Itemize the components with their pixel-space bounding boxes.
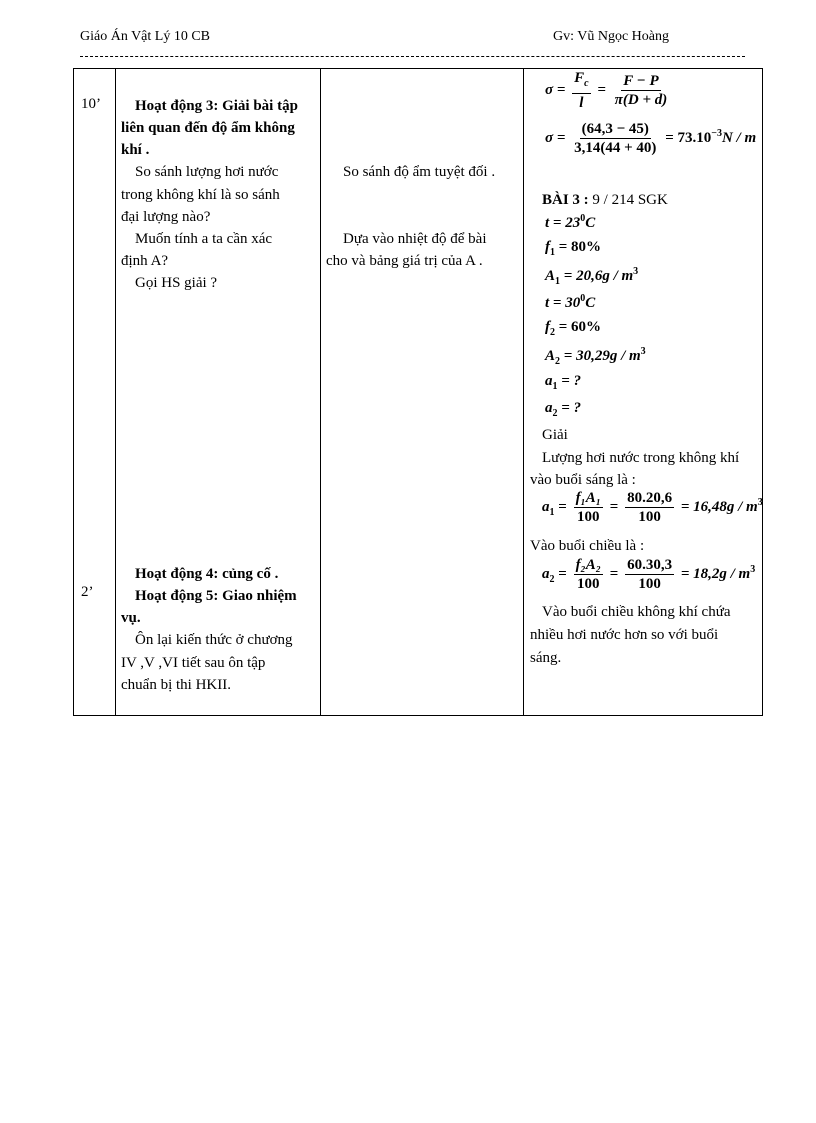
activity-4-title: Hoạt động 4: củng cố . [135, 566, 279, 582]
activity-3-title-line-3: khí . [121, 142, 150, 158]
student-answer-2-line-2: cho và bảng giá trị của A . [326, 253, 483, 269]
conclusion-line-3: sáng. [530, 650, 562, 666]
given-humidity-afternoon: $f_2 = 60\%$ [545, 319, 602, 338]
question-2-line-1: Muốn tính a ta cần xác [135, 231, 273, 247]
given-absolute-humidity-morning: $A_1 = 20,6g / m^3$ [545, 266, 639, 287]
unknown-a2: $a_2$ = ? [545, 400, 582, 419]
column-divider-3 [523, 69, 524, 715]
solution-afternoon-label: Vào buổi chiều là : [530, 538, 645, 554]
solution-morning-line-2: vào buổi sáng là : [530, 472, 636, 488]
given-temperature-morning: $t = 23^0C$ [545, 213, 596, 231]
review-line-3: chuẩn bị thi HKII. [121, 677, 231, 693]
question-1-line-2: trong không khí là so sánh [121, 187, 280, 203]
question-1-line-3: đại lượng nào? [121, 209, 211, 225]
conclusion-line-1: Vào buổi chiều không khí chứa [542, 604, 731, 620]
exercise-heading: BÀI 3 : 9 / 214 SGK [542, 192, 668, 208]
surface-tension-calculation: σ = $\frac{(64,3 - 45)}{3,14(44 + 40)}$ = $73.10^{-3}N$ / m [545, 121, 757, 156]
lesson-table [73, 68, 763, 716]
activity-3-title-line-2: liên quan đến độ ẩm không [121, 120, 295, 136]
activity-3-title-line-1: Hoạt động 3: Giải bài tập [135, 98, 298, 114]
given-absolute-humidity-afternoon: $A_2 = 30,29g / m^3$ [545, 346, 646, 367]
header-right-author: Gv: Vũ Ngọc Hoàng [553, 29, 670, 44]
surface-tension-formula: σ = $\frac{F_c}{l}$ = $\frac{F - P}{\pi(D + d)}$ [545, 70, 668, 111]
given-temperature-afternoon: $t = 30^0C$ [545, 293, 596, 311]
unknown-a1: $a_1$ = ? [545, 373, 582, 392]
time-activity-4: 2’ [81, 584, 94, 600]
given-humidity-morning: $f_1 = 80\%$ [545, 239, 602, 258]
question-3: Gọi HS giải ? [135, 275, 218, 291]
time-activity-3: 10’ [81, 96, 101, 112]
solution-morning-line-1: Lượng hơi nước trong không khí [542, 450, 740, 466]
equation-a2: $a_2$ = $\frac{\text{f₂A₂}}{100}$ = $\frac{60.30,3}{100}$ = $18,2g / m^3$ [542, 557, 756, 592]
review-line-1: Ôn lại kiến thức ở chương [135, 632, 293, 648]
column-divider-2 [320, 69, 321, 715]
equation-a1: $a_1$ = $\frac{\text{f₁A₁}}{100}$ = $\frac{80.20,6}{100}$ = $16,48g / m^3$ [542, 490, 763, 525]
student-answer-1: So sánh độ ẩm tuyệt đối . [343, 164, 496, 180]
activity-5-title-line-2: vụ. [121, 610, 141, 626]
student-answer-2-line-1: Dựa vào nhiệt độ để bài [343, 231, 487, 247]
conclusion-line-2: nhiều hơi nước hơn so với buổi [530, 627, 719, 643]
question-2-line-2: định A? [121, 253, 169, 269]
solution-label: Giải [542, 427, 568, 443]
question-1-line-1: So sánh lượng hơi nước [135, 164, 279, 180]
header-left-title: Giáo Án Vật Lý 10 CB [80, 29, 211, 44]
column-divider-1 [115, 69, 116, 715]
header-dashed-rule [80, 56, 745, 57]
activity-5-title-line-1: Hoạt động 5: Giao nhiệm [135, 588, 297, 604]
review-line-2: IV ,V ,VI tiết sau ôn tập [121, 655, 266, 671]
